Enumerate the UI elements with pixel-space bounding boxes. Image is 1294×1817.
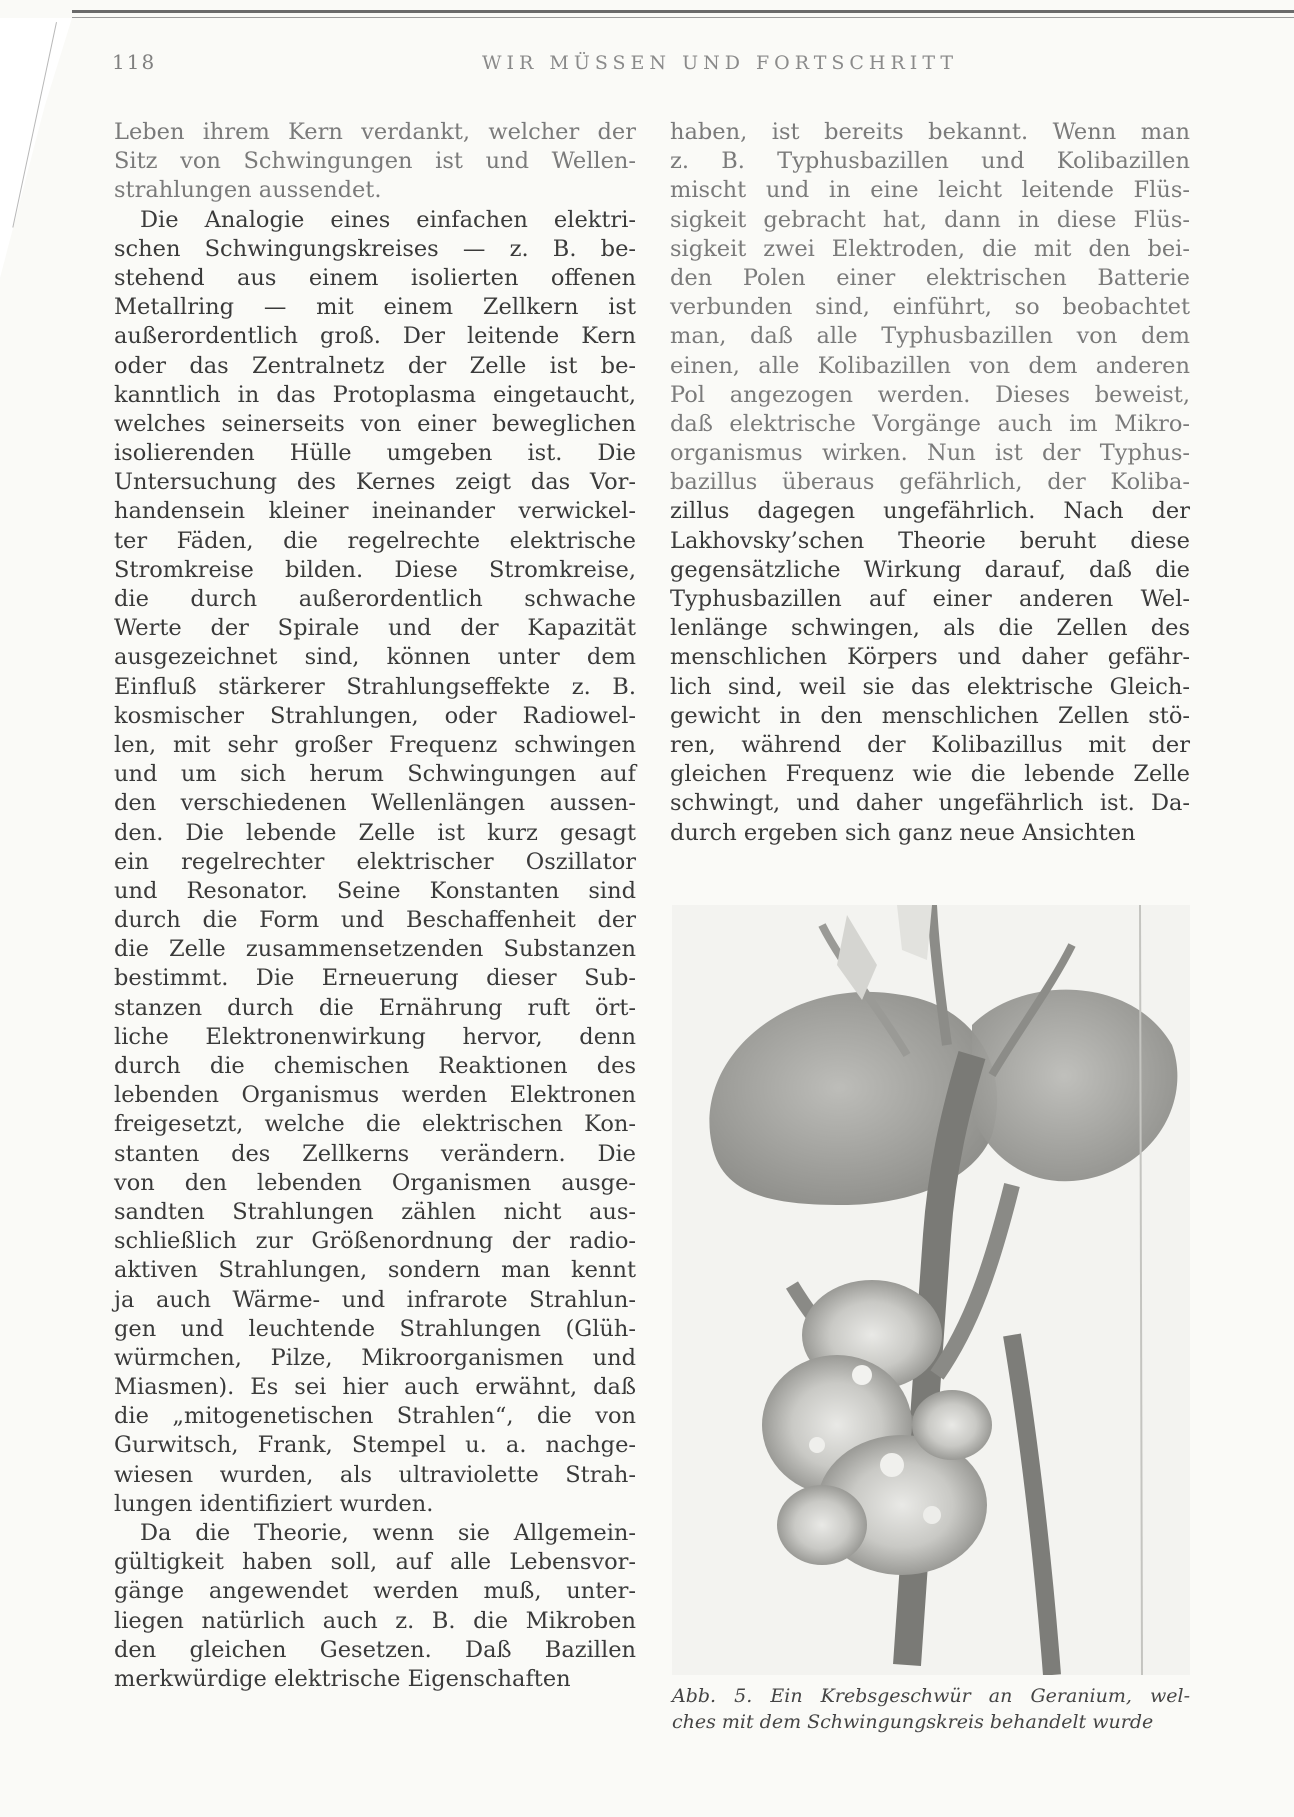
text-line: Lakhovsky’schen Theorie beruht diese — [670, 527, 1190, 554]
text-line: welches seinerseits von einer beweglichen — [114, 410, 636, 437]
text-line: gleichen Frequenz wie die lebende Zelle — [670, 761, 1190, 788]
text-line: z. B. Typhusbazillen und Kolibazillen — [670, 148, 1190, 175]
text-line: die „mitogenetischen Strahlen“, die von — [114, 1403, 636, 1430]
text-line: liegen natürlich auch z. B. die Mikroben — [114, 1607, 636, 1634]
text-line: ren, während der Kolibazillus mit der — [670, 731, 1190, 758]
text-line: gewicht in den menschlichen Zellen stö- — [670, 702, 1190, 729]
right-text-column — [670, 118, 1190, 848]
text-line: durch die Form und Beschaffenheit der — [114, 907, 636, 934]
left-text-column — [114, 118, 636, 1694]
text-line: len, mit sehr großer Frequenz schwingen — [114, 731, 636, 758]
caption-line: Abb. 5. Ein Krebsgeschwür an Geranium, wel- — [672, 1685, 1190, 1707]
text-line: von den lebenden Organismen ausge- — [114, 1169, 636, 1196]
text-line: aktiven Strahlungen, sondern man kennt — [114, 1257, 636, 1284]
text-line: einen, alle Kolibazillen von dem anderen — [670, 352, 1190, 379]
text-line: außerordentlich groß. Der leitende Kern — [114, 323, 636, 350]
text-line: den verschiedenen Wellenlängen aussen- — [114, 790, 636, 817]
text-line: stehend aus einem isolierten offenen — [114, 264, 636, 291]
geranium-photo — [672, 905, 1190, 1675]
text-line: handensein kleiner ineinander verwickel- — [114, 498, 636, 525]
text-line: Stromkreise bilden. Diese Stromkreise, — [114, 556, 636, 583]
text-line: ein regelrechter elektrischer Oszillator — [114, 848, 636, 875]
text-line: lenlänge schwingen, als die Zellen des — [670, 615, 1190, 642]
text-line: verbunden sind, einführt, so beobachtet — [670, 294, 1190, 321]
text-line: lich sind, weil sie das elektrische Gleich- — [670, 673, 1190, 700]
text-line: lebenden Organismus werden Elektronen — [114, 1082, 636, 1109]
text-line: den gleichen Gesetzen. Daß Bazillen — [114, 1636, 636, 1663]
text-line: stanzen durch die Ernährung ruft ört- — [114, 994, 636, 1021]
text-line: sigkeit zwei Elektroden, die mit den bei- — [670, 235, 1190, 262]
text-line: stanten des Zellkerns verändern. Die — [114, 1140, 636, 1167]
text-line: Leben ihrem Kern verdankt, welcher der — [114, 119, 636, 145]
text-line: Die Analogie eines einfachen elektri- — [140, 206, 636, 233]
text-line: Sitz von Schwingungen ist und Wellen- — [114, 148, 636, 175]
text-line: menschlichen Körpers und daher gefähr- — [670, 644, 1190, 671]
text-line: Untersuchung des Kernes zeigt das Vor- — [114, 469, 636, 496]
text-line: wiesen wurden, als ultraviolette Strah- — [114, 1461, 636, 1488]
running-header: WIR MÜSSEN UND FORTSCHRITT — [481, 52, 959, 74]
text-line: haben, ist bereits bekannt. Wenn man — [670, 119, 1190, 145]
text-line: bazillus überaus gefährlich, der Koliba- — [670, 469, 1190, 496]
text-line: gänge angewendet werden muß, unter- — [114, 1578, 636, 1605]
text-line: ausgezeichnet sind, können unter dem — [114, 644, 636, 671]
caption-line: ches mit dem Schwingungskreis behandelt wurde — [672, 1711, 1154, 1733]
text-line: sandten Strahlungen zählen nicht aus- — [114, 1198, 636, 1225]
text-line: kosmischer Strahlungen, oder Radiowel- — [114, 702, 636, 729]
text-line: strahlungen aussendet. — [114, 177, 382, 204]
text-line: Einfluß stärkerer Strahlungseffekte z. B. — [114, 673, 636, 700]
text-line: ja auch Wärme- und infrarote Strahlun- — [114, 1286, 636, 1313]
text-line: merkwürdige elektrische Eigenschaften — [114, 1665, 571, 1692]
text-line: oder das Zentralnetz der Zelle ist be- — [114, 352, 636, 379]
text-line: freigesetzt, welche die elektrischen Kon- — [114, 1111, 636, 1138]
text-line: isolierenden Hülle umgeben ist. Die — [114, 440, 636, 467]
text-line: Da die Theorie, wenn sie Allgemein- — [140, 1520, 636, 1546]
figure-caption — [672, 1683, 1190, 1735]
text-line: Gurwitsch, Frank, Stempel u. a. nachge- — [114, 1432, 636, 1459]
text-line: liche Elektronenwirkung hervor, denn — [114, 1023, 636, 1050]
text-line: den. Die lebende Zelle ist kurz gesagt — [114, 819, 636, 846]
plant-photo-image — [672, 905, 1190, 1675]
text-line: sigkeit gebracht hat, dann in diese Flüs- — [670, 206, 1190, 233]
text-line: schwingt, und daher ungefährlich ist. Da- — [670, 790, 1190, 817]
text-line: Pol angezogen werden. Dieses beweist, — [670, 381, 1190, 408]
text-line: Miasmen). Es sei hier auch erwähnt, daß — [114, 1374, 636, 1401]
text-line: durch ergeben sich ganz neue Ansichten — [670, 819, 1136, 846]
text-line: gegensätzliche Wirkung darauf, daß die — [670, 556, 1190, 583]
text-line: die durch außerordentlich schwache — [114, 586, 636, 612]
text-line: ter Fäden, die regelrechte elektrische — [114, 527, 636, 554]
text-line: man, daß alle Typhusbazillen von dem — [670, 323, 1190, 350]
text-line: durch die chemischen Reaktionen des — [114, 1053, 636, 1079]
text-line: lungen identifiziert wurden. — [114, 1490, 434, 1517]
text-line: würmchen, Pilze, Mikroorganismen und — [114, 1344, 636, 1371]
text-line: organismus wirken. Nun ist der Typhus- — [670, 440, 1190, 467]
text-line: Metallring — mit einem Zellkern ist — [114, 294, 636, 321]
top-rule — [72, 10, 1294, 13]
text-line: Typhusbazillen auf einer anderen Wel- — [670, 586, 1190, 612]
text-line: und Resonator. Seine Konstanten sind — [114, 877, 636, 904]
text-line: gen und leuchtende Strahlungen (Glüh- — [114, 1315, 636, 1342]
text-line: schließlich zur Größenordnung der radio- — [114, 1228, 636, 1255]
top-rule-thin — [72, 17, 1294, 18]
text-line: den Polen einer elektrischen Batterie — [670, 264, 1190, 291]
text-line: daß elektrische Vorgänge auch im Mikro- — [670, 410, 1190, 437]
page-number: 118 — [112, 50, 157, 74]
text-line: und um sich herum Schwingungen auf — [114, 761, 636, 788]
text-line: zillus dagegen ungefährlich. Nach der — [670, 498, 1190, 525]
text-line: die Zelle zusammensetzenden Substanzen — [114, 936, 636, 963]
text-line: Werte der Spirale und der Kapazität — [114, 615, 636, 642]
text-line: kanntlich in das Protoplasma eingetaucht, — [114, 381, 636, 408]
text-line: gültigkeit haben soll, auf alle Lebensvor- — [114, 1549, 636, 1576]
text-line: mischt und in eine leicht leitende Flüs- — [670, 177, 1190, 204]
text-line: schen Schwingungskreises — z. B. be- — [114, 235, 636, 262]
text-line: bestimmt. Die Erneuerung dieser Sub- — [114, 965, 636, 992]
